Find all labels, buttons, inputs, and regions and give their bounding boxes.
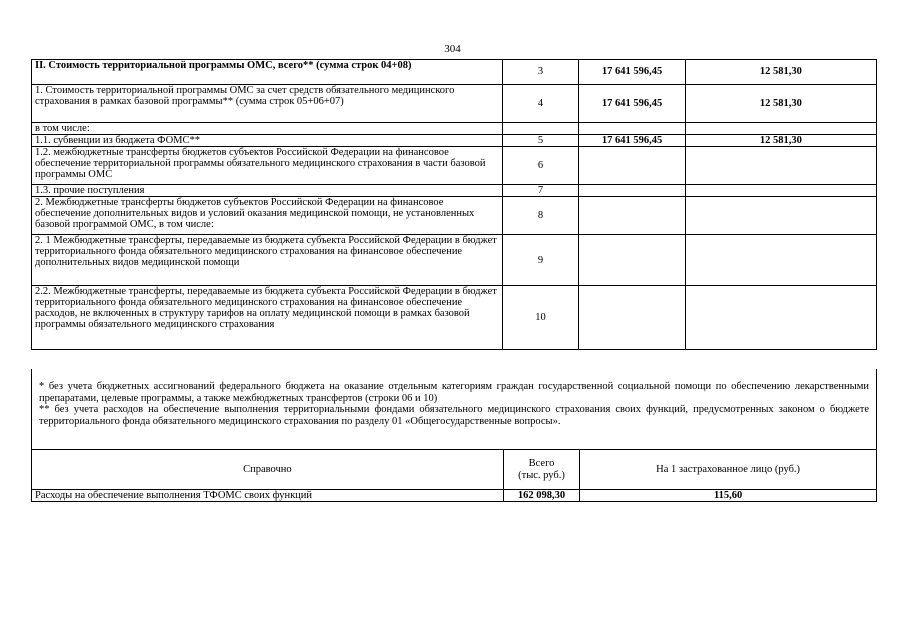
table-row (32, 135, 877, 147)
reference-row-label: Расходы на обеспечение выполнения ТФОМС своих функций (32, 490, 504, 502)
reference-header-label: Справочно (32, 450, 504, 490)
row-line-number: 5 (502, 135, 578, 147)
row-label: II. Стоимость территориальной программы ОМС, всего** (сумма строк 04+08) (32, 60, 503, 85)
footnote-2: ** без учета расходов на обеспечение выполнения территориальными фондами обязательного медицинского страхования своих функций, предусмотренных законом о бюджете территориального фонда обязательного медицинского страхования по разделу 01 «Общегосударственные вопросы». (39, 404, 869, 427)
row-line-number: 8 (502, 197, 578, 235)
page-number: 304 (444, 43, 461, 55)
reference-data-row (32, 490, 877, 502)
row-line-number: 9 (502, 235, 578, 286)
reference-row-total: 162 098,30 (503, 490, 579, 502)
reference-header-total-line1: Всего (528, 458, 555, 470)
footnotes (31, 369, 877, 450)
row-label: 1. Стоимость территориальной программы ОМС за счет средств обязательного медицинского страхования в рамках базовой программы** (сумма строк 05+06+07) (32, 85, 503, 123)
row-total (579, 147, 686, 185)
row-total: 17 641 596,45 (579, 135, 686, 147)
row-per-capita (685, 197, 876, 235)
row-total: 17 641 596,45 (579, 60, 686, 85)
row-line-number: 7 (502, 185, 578, 197)
row-label: 2. 1 Межбюджетные трансферты, передаваемые из бюджета субъекта Российской Федерации в бюджет территориального фонда обязательного медицинского страхования на финансовое обеспечение дополнительных видов медицинской помощи (32, 235, 503, 286)
row-line-number: 6 (502, 147, 578, 185)
row-line-number: 10 (502, 286, 578, 350)
row-total (579, 123, 686, 135)
table-row (32, 123, 877, 135)
reference-table (31, 449, 877, 502)
reference-header-row (32, 450, 877, 490)
row-total (579, 185, 686, 197)
row-label: 2. Межбюджетные трансферты бюджетов субъектов Российской Федерации на финансовое обеспечение дополнительных видов и условий оказания медицинской помощи, не установленных базовой программой ОМС, в том числе: (32, 197, 503, 235)
row-per-capita (685, 147, 876, 185)
row-per-capita: 12 581,30 (685, 135, 876, 147)
row-total (579, 197, 686, 235)
row-label: 1.3. прочие поступления (32, 185, 503, 197)
reference-row-per-capita: 115,60 (580, 490, 877, 502)
table-row (32, 235, 877, 286)
footnote-1: * без учета бюджетных ассигнований федерального бюджета на оказание отдельным категориям граждан государственной социальной помощи по обеспечению лекарственными препаратами, целевые программы, а также межбюджетных трансфертов (строки 06 и 10) (39, 381, 869, 404)
reference-header-total (503, 450, 579, 490)
reference-header-per-capita: На 1 застрахованное лицо (руб.) (580, 450, 877, 490)
row-per-capita (685, 235, 876, 286)
row-per-capita (685, 185, 876, 197)
reference-header-total-line2: (тыс. руб.) (518, 469, 565, 481)
row-label: 1.1. субвенции из бюджета ФОМС** (32, 135, 503, 147)
table-row (32, 147, 877, 185)
row-label: в том числе: (32, 123, 503, 135)
row-label: 1.2. межбюджетные трансферты бюджетов субъектов Российской Федерации на финансовое обеспечение территориальной программы обязательного медицинского страхования в части базовой программы ОМС (32, 147, 503, 185)
row-total (579, 286, 686, 350)
table-row (32, 60, 877, 85)
row-line-number (502, 123, 578, 135)
row-total (579, 235, 686, 286)
row-per-capita: 12 581,30 (685, 85, 876, 123)
row-line-number: 4 (502, 85, 578, 123)
program-cost-table (31, 59, 877, 350)
row-line-number: 3 (502, 60, 578, 85)
table-row (32, 197, 877, 235)
program-cost-table-body (32, 60, 877, 350)
row-per-capita (685, 286, 876, 350)
row-per-capita: 12 581,30 (685, 60, 876, 85)
table-row (32, 85, 877, 123)
table-row (32, 185, 877, 197)
table-row (32, 286, 877, 350)
row-per-capita (685, 123, 876, 135)
row-label: 2.2. Межбюджетные трансферты, передаваемые из бюджета субъекта Российской Федерации в бюджет территориального фонда обязательного медицинского страхования на финансовое обеспечение расходов, не включенных в структуру тарифов на оплату медицинской помощи в рамках базовой программы обязательного медицинского страхования (32, 286, 503, 350)
row-total: 17 641 596,45 (579, 85, 686, 123)
